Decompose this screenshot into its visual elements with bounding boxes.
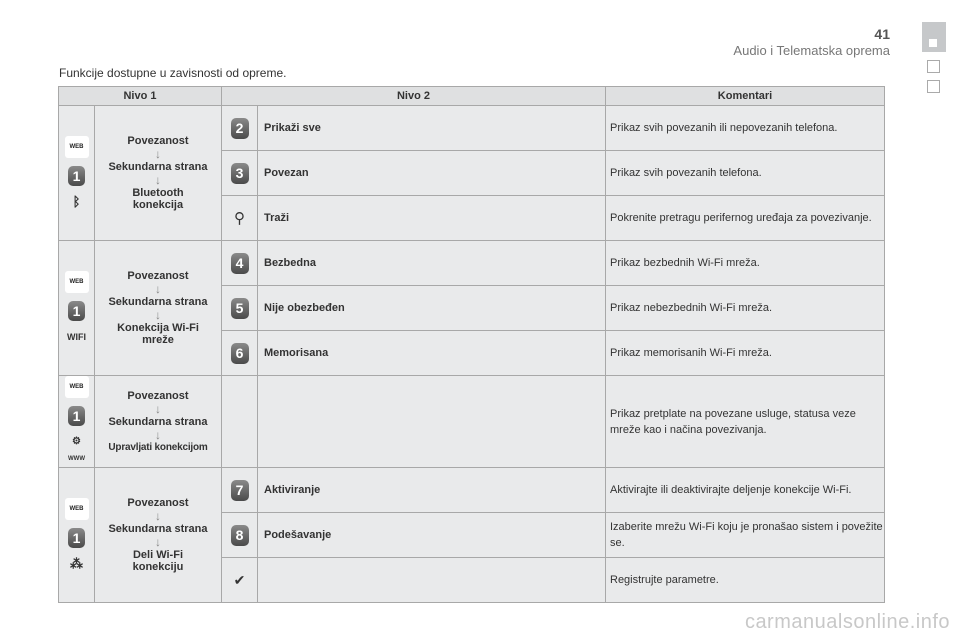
level1-item: Povezanost	[127, 390, 189, 402]
search-icon: ⚲	[234, 210, 245, 227]
bluetooth-icon: ᛒ	[72, 194, 81, 209]
step-cell	[222, 558, 258, 603]
watermark: carmanualsonline.info	[744, 611, 950, 633]
check-icon: ✔	[233, 571, 246, 588]
step-badge: 6	[231, 343, 249, 364]
step-badge: 8	[231, 525, 249, 546]
functions-table	[58, 86, 885, 603]
arrow-down-icon: ↓	[155, 173, 161, 187]
level1-item: Konekcija Wi-Fi mreže	[117, 322, 199, 346]
level1-icons	[59, 241, 95, 376]
step-badge: 3	[231, 163, 249, 184]
www-icon: ⚙ WWW	[68, 436, 85, 462]
level2-label: Nije obezbeđen	[258, 286, 606, 331]
comment-cell: Izaberite mrežu Wi-Fi koju je pronašao sistem i povežite se.	[606, 513, 885, 558]
comment-cell: Pokrenite pretragu perifernog uređaja za povezivanje.	[606, 196, 885, 241]
level1-path	[95, 241, 222, 376]
step-cell	[222, 468, 258, 513]
comment-cell: Prikaz svih povezanih ili nepovezanih telefona.	[606, 106, 885, 151]
table-row	[59, 106, 885, 151]
arrow-down-icon: ↓	[155, 308, 161, 322]
comment-cell: Prikaz pretplate na povezane usluge, statusa veze mreže kao i načina povezivanja.	[606, 376, 885, 468]
side-tab[interactable]	[927, 60, 940, 73]
step-badge: 4	[231, 253, 249, 274]
arrow-down-icon: ↓	[155, 402, 161, 416]
share-icon: ⁂	[70, 556, 83, 571]
level2-label: Memorisana	[258, 331, 606, 376]
step-cell	[222, 286, 258, 331]
comment-cell: Registrujte parametre.	[606, 558, 885, 603]
level1-item: Upravljati konekcijom	[108, 442, 208, 453]
page-number: 41	[874, 26, 890, 42]
step-badge: 7	[231, 480, 249, 501]
web-icon: WEB	[65, 498, 89, 520]
level1-path	[95, 468, 222, 603]
step-badge: 2	[231, 118, 249, 139]
level2-label: Podešavanje	[258, 513, 606, 558]
arrow-down-icon: ↓	[155, 509, 161, 523]
level1-item: Sekundarna strana	[108, 416, 208, 428]
level2-label: Traži	[258, 196, 606, 241]
table-header-row	[59, 87, 885, 106]
comment-cell: Prikaz memorisanih Wi-Fi mreža.	[606, 331, 885, 376]
section-title: Audio i Telematska oprema	[733, 43, 890, 58]
side-tab-active[interactable]	[922, 22, 946, 52]
level-badge: 1	[68, 528, 85, 548]
wifi-icon: WIFI	[67, 332, 86, 342]
level1-item: Sekundarna strana	[108, 161, 208, 173]
level1-item: Deli Wi-Fi konekciju	[132, 549, 184, 573]
comment-cell: Prikaz nebezbednih Wi-Fi mreža.	[606, 286, 885, 331]
web-icon: WEB	[65, 136, 89, 158]
level1-item: Povezanost	[127, 497, 189, 509]
level1-path	[95, 376, 222, 468]
level2-label	[258, 376, 606, 468]
comment-cell: Aktivirajte ili deaktivirajte deljenje konekcije Wi-Fi.	[606, 468, 885, 513]
level1-item: Sekundarna strana	[108, 296, 208, 308]
level1-item: Povezanost	[127, 270, 189, 282]
level1-icons	[59, 468, 95, 603]
arrow-down-icon: ↓	[155, 282, 161, 296]
comment-cell: Prikaz bezbednih Wi-Fi mreža.	[606, 241, 885, 286]
web-icon: WEB	[65, 271, 89, 293]
level2-label	[258, 558, 606, 603]
side-tab[interactable]	[927, 80, 940, 93]
table-row	[59, 468, 885, 513]
step-cell	[222, 106, 258, 151]
level2-label: Bezbedna	[258, 241, 606, 286]
page-subtitle: Funkcije dostupne u zavisnosti od opreme.	[59, 66, 287, 80]
web-icon: WEB	[65, 376, 89, 398]
level2-label: Prikaži sve	[258, 106, 606, 151]
level1-item: Bluetooth konekcija	[132, 187, 184, 211]
step-cell	[222, 376, 258, 468]
level1-icons	[59, 106, 95, 241]
arrow-down-icon: ↓	[155, 147, 161, 161]
step-badge: 5	[231, 298, 249, 319]
level2-label: Povezan	[258, 151, 606, 196]
col-header-comments: Komentari	[606, 87, 885, 106]
step-cell	[222, 331, 258, 376]
step-cell	[222, 196, 258, 241]
level-badge: 1	[68, 166, 85, 186]
level1-path	[95, 106, 222, 241]
level1-item: Sekundarna strana	[108, 523, 208, 535]
level1-icons	[59, 376, 95, 468]
arrow-down-icon: ↓	[155, 428, 161, 442]
level2-label: Aktiviranje	[258, 468, 606, 513]
arrow-down-icon: ↓	[155, 535, 161, 549]
step-cell	[222, 151, 258, 196]
comment-cell: Prikaz svih povezanih telefona.	[606, 151, 885, 196]
table-row	[59, 241, 885, 286]
col-header-level2: Nivo 2	[222, 87, 606, 106]
step-cell	[222, 241, 258, 286]
table-row	[59, 376, 885, 468]
level-badge: 1	[68, 301, 85, 321]
level-badge: 1	[68, 406, 85, 426]
step-cell	[222, 513, 258, 558]
level1-item: Povezanost	[127, 135, 189, 147]
col-header-level1: Nivo 1	[59, 87, 222, 106]
